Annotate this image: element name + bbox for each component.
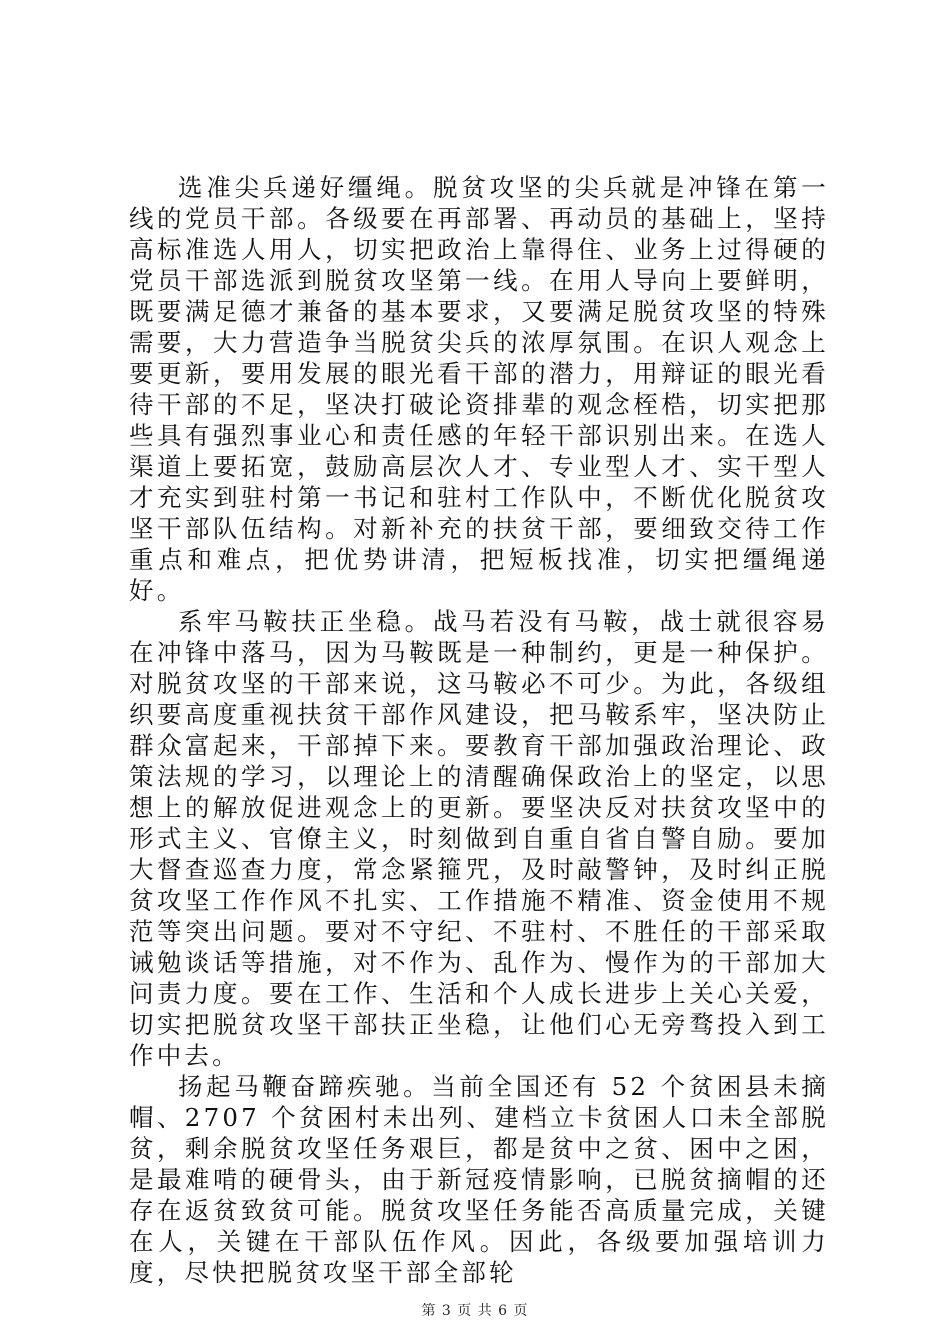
page-number-footer: 第 3 页 共 6 页 <box>421 1303 529 1319</box>
document-body <box>129 172 829 1288</box>
paragraph-raise-whip: 扬起马鞭奋蹄疾驰。当前全国还有 52 个贫困县未摘帽、2707 个贫困村未出列、建档立卡贫困人口未全部脱贫，剩余脱贫攻坚任务艰巨，都是贫中之贫、困中之困，是最难啃的硬骨头，由于新冠疫情影响，已脱贫摘帽的还存在返贫致贫可能。脱贫攻坚任务能否高质量完成，关键在人，关键在干部队伍作风。因此，各级要加强培训力度，尽快把脱贫攻坚干部全部轮 <box>129 1072 829 1287</box>
paragraph-fasten-saddle: 系牢马鞍扶正坐稳。战马若没有马鞍，战士就很容易在冲锋中落马，因为马鞍既是一种制约，更是一种保护。对脱贫攻坚的干部来说，这马鞍必不可少。为此，各级组织要高度重视扶贫干部作风建设，把马鞍系牢，坚决防止群众富起来，干部掉下来。要教育干部加强政治理论、政策法规的学习，以理论上的清醒确保政治上的坚定，以思想上的解放促进观念上的更新。要坚决反对扶贫攻坚中的形式主义、官僚主义，时刻做到自重自省自警自励。要加大督查巡查力度，常念紧箍咒，及时敲警钟，及时纠正脱贫攻坚工作作风不扎实、工作措施不精准、资金使用不规范等突出问题。要对不守纪、不驻村、不胜任的干部采取诫勉谈话等措施，对不作为、乱作为、慢作为的干部加大问责力度。要在工作、生活和个人成长进步上关心关爱，切实把脱贫攻坚干部扶正坐稳，让他们心无旁骛投入到工作中去。 <box>129 607 829 1070</box>
paragraph-select-vanguard: 选准尖兵递好缰绳。脱贫攻坚的尖兵就是冲锋在第一线的党员干部。各级要在再部署、再动员的基础上，坚持高标准选人用人，切实把政治上靠得住、业务上过得硬的党员干部选派到脱贫攻坚第一线。在用人导向上要鲜明，既要满足德才兼备的基本要求，又要满足脱贫攻坚的特殊需要，大力营造争当脱贫尖兵的浓厚氛围。在识人观念上要更新，要用发展的眼光看干部的潜力，用辩证的眼光看待干部的不足，坚决打破论资排辈的观念桎梏，切实把那些具有强烈事业心和责任感的年轻干部识别出来。在选人渠道上要拓宽，鼓励高层次人才、专业型人才、实干型人才充实到驻村第一书记和驻村工作队中，不断优化脱贫攻坚干部队伍结构。对新补充的扶贫干部，要细致交待工作重点和难点，把优势讲清，把短板找准，切实把缰绳递好。 <box>129 173 829 605</box>
